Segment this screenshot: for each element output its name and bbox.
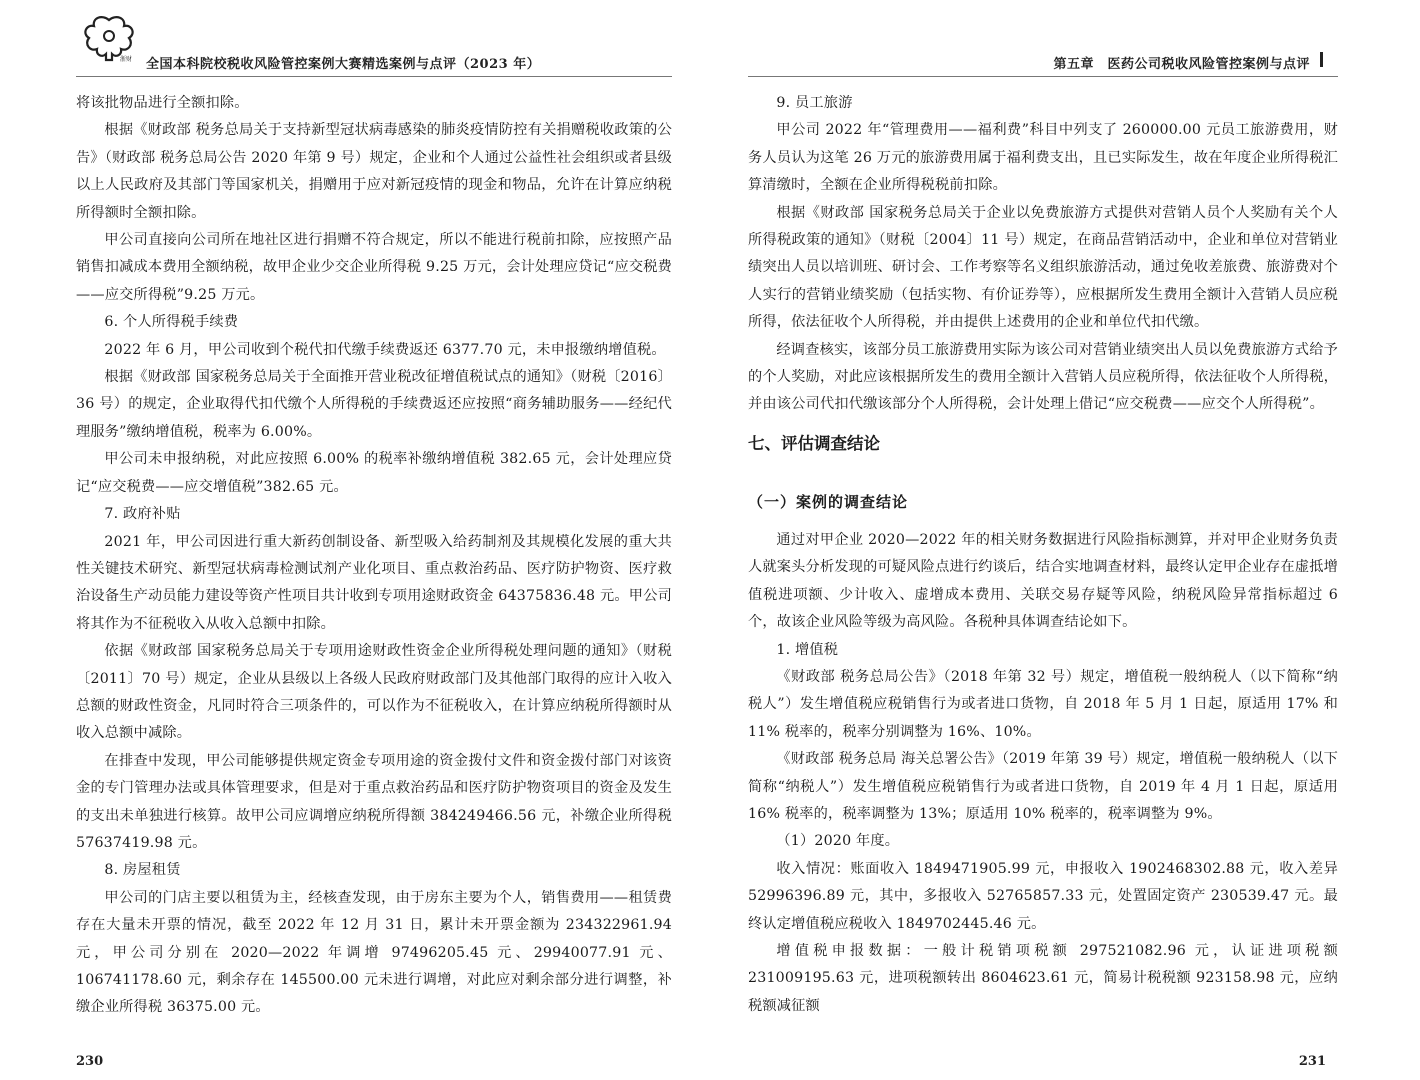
item-heading: （1）2020 年度。	[776, 833, 900, 850]
paragraph: 根据《财政部 国家税务总局关于企业以免费旅游方式提供对营销人员个人奖励有关个人所得税政策的通知》（财税〔2004〕11 号）规定，在商品营销活动中，企业和单位对营销业绩突出人员以培训班、研讨会、工作考察等名义组织旅游活动，通过免收差旅费、旅游费对个人实行的营销业绩奖励（包括实物、有价证券等），应根据所发生费用全额计入营销人员应税所得，依法征收个人所得税，并由提供上述费用的企业和单位代扣代缴。	[748, 204, 1338, 331]
paragraph: 甲公司的门店主要以租赁为主，经核查发现，由于房东主要为个人，销售费用——租赁费存在大量未开票的情况，截至 2022 年 12 月 31 日，累计未开票金额为 234322961.94 元，甲公司分别在 2020—2022 年调增 97496205.45 元、29940077.91 元、106741178.60 元，剩余存在 145500.00 元未进行调增，对此应对剩余部分进行调整，补缴企业所得税 36375.00 元。	[76, 889, 672, 1016]
paragraph: 增值税申报数据：一般计税销项税额 297521082.96 元，认证进项税额 231009195.63 元，进项税额转出 8604623.61 元，简易计税税额 923158.98 元，应纳税额减征额	[748, 942, 1338, 1014]
svg-text:浙财: 浙财	[120, 56, 133, 62]
paragraph: 2022 年 6 月，甲公司收到个税代扣代缴手续费返还 6377.70 元，未申报缴纳增值税。	[104, 341, 666, 358]
paragraph: 《财政部 税务总局 海关总署公告》（2019 年第 39 号）规定，增值税一般纳税人（以下简称“纳税人”）发生增值税应税销售行为或者进口货物，自 2019 年 4 月 1 日起，原适用 16% 税率的，税率调整为 13%；原适用 10% 税率的，税率调整为 9%。	[748, 751, 1338, 822]
paragraph: 根据《财政部 税务总局关于支持新型冠状病毒感染的肺炎疫情防控有关捐赠税收政策的公告》（财政部 税务总局公告 2020 年第 9 号）规定，企业和个人通过公益性社会组织或者县级以上人民政府及其部门等国家机关，捐赠用于应对新冠疫情的现金和物品，允许在计算应纳税所得额时全额扣除。	[76, 122, 672, 221]
page-number-left: 230	[76, 1054, 104, 1069]
paragraph: 将该批物品进行全额扣除。	[76, 95, 249, 111]
header-rule	[76, 76, 672, 77]
right-body-text	[748, 90, 1338, 1020]
paragraph: 根据《财政部 国家税务总局关于全面推开营业税改征增值税试点的通知》（财税〔2016〕36 号）的规定，企业取得代扣代缴个人所得税的手续费返还应按照“商务辅助服务——经纪代理服务”缴纳增值税，税率为 6.00%。	[76, 369, 672, 440]
page-number-right: 231	[1298, 1054, 1326, 1069]
paragraph: 2021 年，甲公司因进行重大新药创制设备、新型吸入给药制剂及其规模化发展的重大共性关键技术研究、新型冠状病毒检测试剂产业化项目、重点救治药品、医疗防护物资、医疗救治设备生产动员能力建设等资产性项目共计收到专项用途财政资金 64375836.48 元。甲公司将其作为不征税收入从收入总额中扣除。	[76, 533, 672, 632]
publisher-logo-icon	[80, 14, 138, 62]
section-title: 七、评估调查结论	[748, 433, 880, 453]
running-header-left: 全国本科院校税收风险管控案例大赛精选案例与点评（2023 年）	[146, 57, 541, 72]
item-heading: 9. 员工旅游	[776, 95, 853, 111]
header-rule	[748, 76, 1338, 77]
right-page	[720, 0, 1420, 1080]
paragraph: 在排查中发现，甲公司能够提供规定资金专项用途的资金拨付文件和资金拨付部门对该资金的专门管理办法或具体管理要求，但是对于重点救治药品和医疗防护物资项目的资金及发生的支出未单独进行核算。故甲公司应调增应纳税所得额 384249466.56 元，补缴企业所得税 57637419.98 元。	[76, 752, 672, 851]
left-body-text	[76, 90, 672, 1022]
subsection-title: （一）案例的调查结论	[748, 492, 909, 511]
paragraph: 甲公司直接向公司所在地社区进行捐赠不符合规定，所以不能进行税前扣除，应按照产品销售扣减成本费用全额纳税，故甲企业少交企业所得税 9.25 万元，会计处理应贷记“应交税费——应交所得税”9.25 万元。	[76, 232, 672, 303]
header-bar-mark	[1320, 52, 1323, 67]
paragraph: 甲公司 2022 年“管理费用——福利费”科目中列支了 260000.00 元员工旅游费用，财务人员认为这笔 26 万元的旅游费用属于福利费支出，且已实际发生，故在年度企业所得税汇算清缴时，全额在企业所得税税前扣除。	[748, 122, 1338, 194]
left-page	[0, 0, 700, 1080]
right-body-part-b	[748, 527, 1338, 1020]
paragraph: 收入情况：账面收入 1849471905.99 元，申报收入 1902468302.88 元，收入差异 52996396.89 元，其中，多报收入 52765857.33 元，处置固定资产 230539.47 元。最终认定增值税应税收入 1849702445.46 元。	[748, 860, 1338, 932]
right-body-part-a	[748, 90, 1338, 419]
paragraph: 依据《财政部 国家税务总局关于专项用途财政性资金企业所得税处理问题的通知》（财税〔2011〕70 号）规定，企业从县级以上各级人民政府财政部门及其他部门取得的应计入收入总额的财政性资金，凡同时符合三项条件的，可以作为不征税收入，在计算应纳税所得额时从收入总额中减除。	[76, 643, 672, 742]
item-heading: 7. 政府补贴	[104, 506, 181, 523]
item-heading: 1. 增值税	[776, 641, 839, 658]
running-header-right: 第五章 医药公司税收风险管控案例与点评	[1053, 57, 1310, 72]
paragraph: 通过对甲企业 2020—2022 年的相关财务数据进行风险指标测算，并对甲企业财务负责人就案头分析发现的可疑风险点进行约谈后，结合实地调查材料，最终认定甲企业存在虚抵增值税进项额、少计收入、虚增成本费用、关联交易存疑等风险，纳税风险异常指标超过 6 个，故该企业风险等级为高风险。各税种具体调查结论如下。	[748, 531, 1338, 631]
item-heading: 8. 房屋租赁	[104, 862, 181, 879]
item-heading: 6. 个人所得税手续费	[104, 314, 239, 331]
paragraph: 《财政部 税务总局公告》（2018 年第 32 号）规定，增值税一般纳税人（以下简称“纳税人”）发生增值税应税销售行为或者进口货物，自 2018 年 5 月 1 日起，原适用 17% 和 11% 税率的，税率分别调整为 16%、10%。	[748, 668, 1338, 740]
paragraph: 经调查核实，该部分员工旅游费用实际为该公司对营销业绩突出人员以免费旅游方式给予的个人奖励，对此应该根据所发生的费用全额计入营销人员应税所得，依法征收个人所得税，并由该公司代扣代缴该部分个人所得税，会计处理上借记“应交税费——应交个人所得税”。	[748, 341, 1338, 413]
paragraph: 甲公司未申报纳税，对此应按照 6.00% 的税率补缴纳增值税 382.65 元，会计处理应贷记“应交税费——应交增值税”382.65 元。	[76, 451, 672, 495]
